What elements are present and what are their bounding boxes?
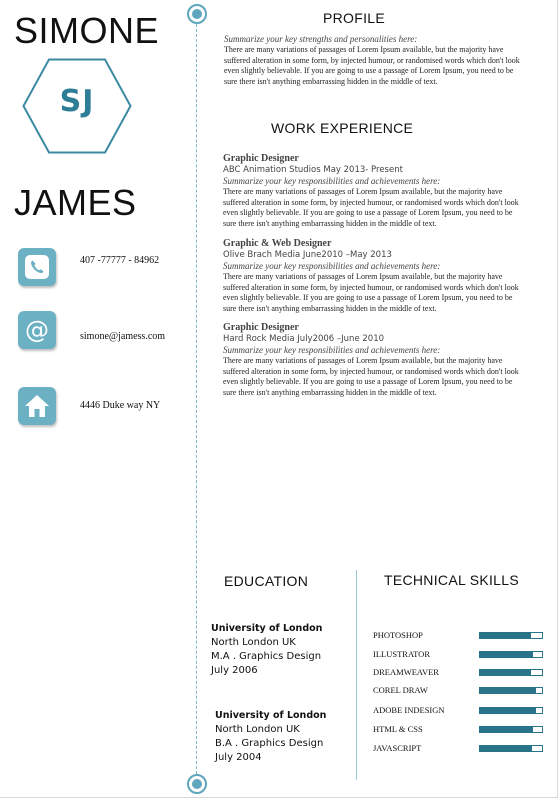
technical-skills-heading: TECHNICAL SKILLS (384, 572, 519, 588)
degree: B.A . Graphics Design (215, 738, 324, 749)
email-icon: @ (18, 311, 56, 349)
school-name: University of London (215, 710, 327, 721)
job-description: There are many variations of passages of Lorem Ipsum available, but the majority have suffered alteration in some form, by injected humour, or randomised words which don't look even slightly believable. If you are going to use a passage of Lorem Ipsum, you need to be sure there isn't anything embarrassing hidden in the middle of text. (223, 187, 519, 229)
skill-row (373, 742, 545, 756)
job-title: Graphic & Web Designer (223, 238, 332, 249)
skill-bar-fill (480, 670, 531, 675)
skill-row (373, 704, 545, 718)
skill-name: DREAMWEAVER (373, 667, 439, 677)
skill-bar (479, 726, 543, 733)
education-entry (211, 622, 351, 678)
skill-row (373, 629, 545, 643)
degree: M.A . Graphics Design (211, 651, 322, 662)
monogram-initials: SJ (59, 84, 95, 119)
skill-name: ILLUSTRATOR (373, 649, 430, 659)
job-description: There are many variations of passages of Lorem Ipsum available, but the majority have suffered alteration in some form, by injected humour, or randomised words which don't look even slightly believable. If you are going to use a passage of Lorem Ipsum, you need to be sure there isn't anything embarrassing hidden in the middle of text. (223, 272, 519, 314)
skill-row (373, 666, 545, 680)
skill-bar-fill (480, 727, 533, 732)
skill-name: JAVASCRIPT (373, 743, 422, 753)
job-entry (223, 238, 525, 315)
profile-heading: PROFILE (323, 10, 386, 26)
job-prompt: Summarize your key responsibilities and achievements here: (223, 176, 441, 186)
school-location: North London UK (215, 724, 300, 735)
timeline-line (196, 14, 197, 784)
school-name: University of London (211, 623, 323, 634)
job-company: Olive Brach Media June2010 –May 2013 (223, 250, 392, 260)
work-experience-heading: WORK EXPERIENCE (271, 120, 414, 136)
last-name: JAMES (14, 182, 137, 223)
job-company: Hard Rock Media July2006 –June 2010 (223, 334, 385, 344)
skill-bar-fill (480, 652, 533, 657)
timeline-dot-bottom (187, 774, 207, 794)
job-description: There are many variations of passages of Lorem Ipsum available, but the majority have suffered alteration in some form, by injected humour, or randomised words which don't look even slightly believable. If you are going to use a passage of Lorem Ipsum, you need to be sure there isn't anything embarrassing hidden in the middle of text. (223, 356, 519, 398)
profile-section (224, 34, 524, 88)
skill-name: PHOTOSHOP (373, 630, 423, 640)
home-icon (18, 387, 56, 425)
skill-bar (479, 669, 543, 676)
job-entry (223, 153, 525, 230)
job-prompt: Summarize your key responsibilities and achievements here: (223, 261, 441, 271)
job-title: Graphic Designer (223, 153, 299, 164)
skill-bar (479, 687, 543, 694)
phone-number: 407 -77777 - 84962 (80, 255, 160, 266)
skill-bar (479, 707, 543, 714)
skill-bar (479, 632, 543, 639)
skill-bar-fill (480, 708, 536, 713)
profile-text: There are many variations of passages of Lorem Ipsum available, but the majority have suffered alteration in some form, by injected humour, or randomised words which don't look even slightly believable. If you are going to use a passage of Lorem Ipsum, you need to be sure there isn't anything embarrassing hidden in the middle of text. (224, 45, 520, 87)
skill-row (373, 648, 545, 662)
profile-prompt: Summarize your key strengths and personalities here: (224, 34, 418, 44)
phone-icon (18, 248, 56, 286)
skill-bar-fill (480, 633, 531, 638)
school-location: North London UK (211, 637, 296, 648)
skill-name: ADOBE INDESIGN (373, 705, 445, 715)
address: 4446 Duke way NY (80, 400, 161, 411)
skill-row (373, 684, 545, 698)
skill-bar (479, 651, 543, 658)
timeline-dot-top (187, 4, 207, 24)
graduation-date: July 2006 (211, 665, 258, 676)
skill-bar-fill (480, 746, 532, 751)
skill-name: COREL DRAW (373, 685, 428, 695)
job-company: ABC Animation Studios May 2013- Present (223, 165, 403, 175)
skill-row (373, 723, 545, 737)
skill-bar-fill (480, 688, 536, 693)
job-entry (223, 322, 525, 399)
first-name: SIMONE (14, 10, 160, 51)
job-title: Graphic Designer (223, 322, 299, 333)
education-heading: EDUCATION (224, 573, 309, 589)
section-divider (356, 570, 357, 780)
skill-name: HTML & CSS (373, 724, 423, 734)
skill-bar (479, 745, 543, 752)
job-prompt: Summarize your key responsibilities and achievements here: (223, 345, 441, 355)
email-address: simone@jamess.com (80, 331, 166, 342)
education-entry (215, 709, 355, 765)
graduation-date: July 2004 (215, 752, 262, 763)
